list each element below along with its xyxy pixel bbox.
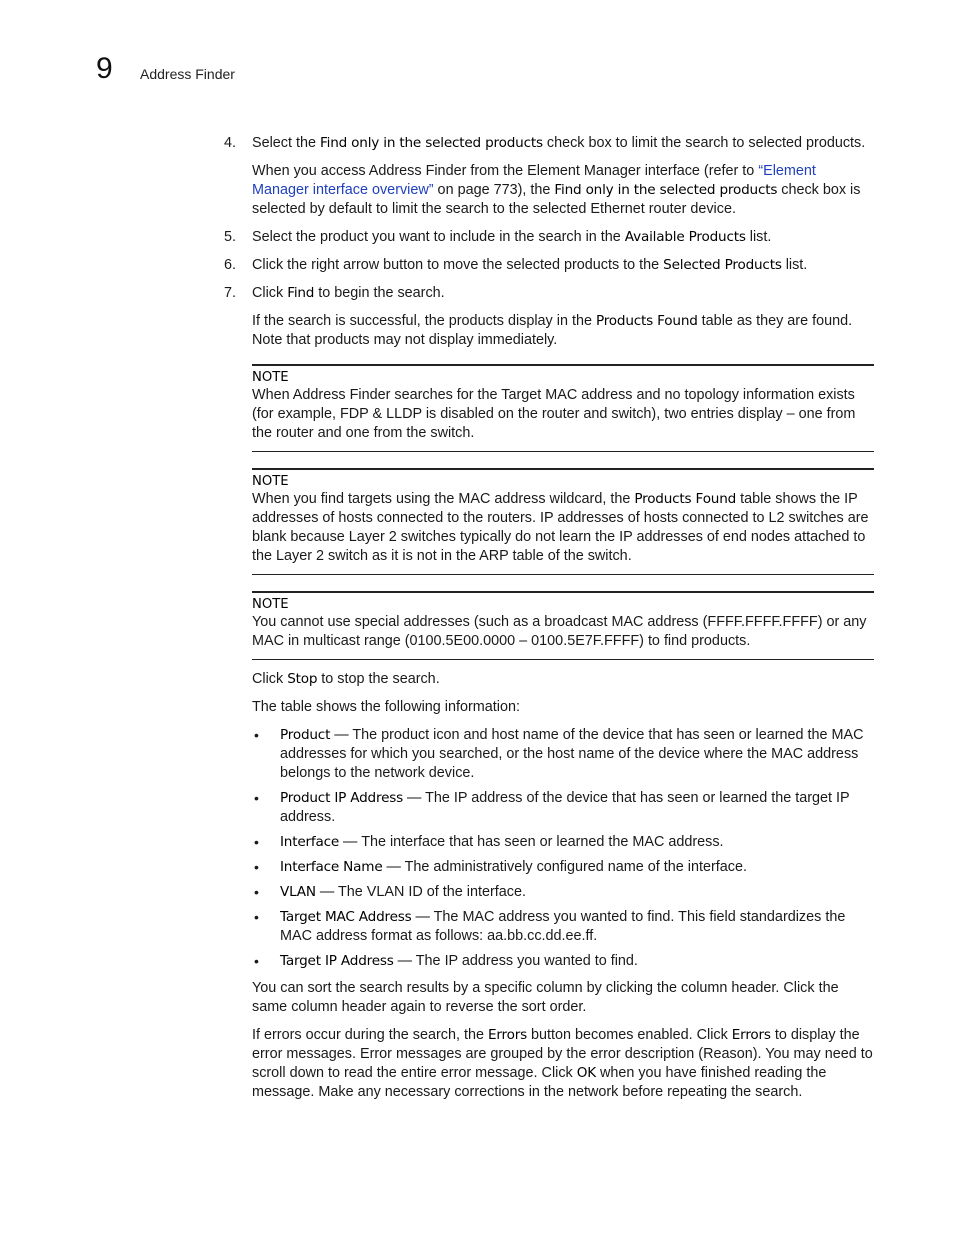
- step-text: list.: [745, 229, 772, 245]
- para-text: table as they are found. Note that products may not display immediately.: [252, 313, 853, 348]
- field-description: — The IP address you wanted to find.: [393, 953, 638, 969]
- note-heading: NOTE: [252, 597, 289, 612]
- step-text: to begin the search.: [314, 285, 445, 301]
- field-description: — The MAC address you wanted to find. This field standardizes the MAC address format as follows: aa.bb.cc.dd.ee.ff.: [280, 909, 846, 944]
- list-item: [252, 858, 874, 877]
- sort-paragraph: You can sort the search results by a specific column by clicking the column header. Click the same column header again to reverse the sort order.: [252, 980, 839, 1015]
- step-7: [224, 284, 874, 303]
- bullet-icon: •: [254, 953, 259, 969]
- list-item: [252, 833, 874, 852]
- field-term: Product: [280, 727, 331, 743]
- note-text: You cannot use special addresses (such as a broadcast MAC address (FFFF.FFFF.FFFF) or any MAC in multicast range (0100.5E00.0000 – 0100.5E7F.FFFF) to find products.: [252, 614, 867, 649]
- errors-paragraph: [252, 1026, 874, 1102]
- note-box: [252, 591, 874, 660]
- ui-term: Find: [287, 285, 315, 301]
- para-text: If errors occur during the search, the: [252, 1027, 488, 1043]
- field-list: [252, 726, 874, 971]
- ui-term: Find only in the selected products: [554, 182, 778, 198]
- step-4: [224, 134, 874, 153]
- field-description: — The administratively configured name of the interface.: [382, 859, 747, 875]
- note-heading: NOTE: [252, 370, 289, 385]
- list-item: [252, 789, 874, 827]
- step-text: Click: [252, 285, 288, 301]
- bullet-icon: •: [254, 790, 259, 806]
- para-text: to stop the search.: [317, 671, 440, 687]
- para-text: when you have finished reading the message. Make any necessary corrections in the network before repeating the search.: [252, 1065, 827, 1100]
- list-item: [252, 883, 874, 902]
- field-term: Target IP Address: [280, 953, 394, 969]
- para-text: button becomes enabled. Click: [527, 1027, 732, 1043]
- stop-paragraph: [252, 670, 874, 689]
- step-5: [224, 228, 874, 247]
- field-description: — The IP address of the device that has seen or learned the target IP address.: [280, 790, 850, 825]
- note-box: [252, 468, 874, 575]
- bullet-icon: •: [254, 859, 259, 875]
- bullet-icon: •: [254, 884, 259, 900]
- field-description: — The VLAN ID of the interface.: [315, 884, 526, 900]
- field-term: VLAN: [280, 884, 316, 900]
- note-text: [252, 490, 874, 566]
- step-number: 4.: [224, 135, 237, 151]
- note-text-part: When you find targets using the MAC address wildcard, the: [252, 491, 635, 507]
- page-content: [224, 134, 874, 1102]
- step-number: 7.: [224, 285, 237, 301]
- para-text: on page 773), the: [433, 182, 555, 198]
- step-number: 5.: [224, 229, 237, 245]
- ui-term: Find only in the selected products: [320, 135, 543, 151]
- ui-term: Stop: [287, 671, 318, 687]
- table-intro: The table shows the following information:: [252, 699, 520, 715]
- cross-reference-link[interactable]: “Element Manager interface overview”: [252, 163, 816, 198]
- ui-term: Errors: [487, 1027, 527, 1043]
- list-item: [252, 726, 874, 783]
- chapter-number: 9: [96, 52, 113, 85]
- note-heading: NOTE: [252, 474, 289, 489]
- list-item: [252, 908, 874, 946]
- field-description: — The interface that has seen or learned the MAC address.: [339, 834, 724, 850]
- list-item: [252, 952, 874, 971]
- step-text: list.: [781, 257, 808, 273]
- step-text: Click the right arrow button to move the selected products to the: [252, 257, 664, 273]
- bullet-icon: •: [254, 834, 259, 850]
- step-4-detail: [252, 162, 874, 219]
- field-term: Interface Name: [280, 859, 383, 875]
- step-text: Select the: [252, 135, 320, 151]
- para-text: to display the error messages. Error messages are grouped by the error description (Reason). You may need to scroll down to read the entire error message. Click: [252, 1027, 873, 1081]
- note-text-part: table shows the IP addresses of hosts connected to the routers. IP addresses of hosts connected to L2 switches are blank because Layer 2 switches typically do not learn the IP addresses of end nodes attached to the Layer 2 switch as it is not in the ARP table of the switch.: [252, 491, 869, 564]
- note-box: [252, 364, 874, 452]
- para-text: check box is selected by default to limit the search to the selected Ethernet router device.: [252, 182, 861, 217]
- para-text: Click: [252, 671, 288, 687]
- bullet-icon: •: [254, 727, 259, 743]
- step-7-detail: [252, 312, 874, 350]
- ui-term: Available Products: [624, 229, 746, 245]
- ui-term: Errors: [731, 1027, 771, 1043]
- ui-term: Products Found: [595, 313, 698, 329]
- ui-term: OK: [576, 1065, 596, 1081]
- para-text: When you access Address Finder from the Element Manager interface (refer to: [252, 163, 759, 179]
- step-6: [224, 256, 874, 275]
- note-text: When Address Finder searches for the Target MAC address and no topology information exists (for example, FDP & LLDP is disabled on the router and switch), two entries display – one from the router and one from the switch.: [252, 387, 856, 441]
- ui-term: Selected Products: [663, 257, 782, 273]
- field-description: — The product icon and host name of the device that has seen or learned the MAC addresses for which you searched, or the host name of the device where the MAC address belongs to the network device.: [280, 727, 864, 781]
- step-text: check box to limit the search to selected products.: [542, 135, 866, 151]
- step-text: Select the product you want to include in the search in the: [252, 229, 625, 245]
- bullet-icon: •: [254, 909, 259, 925]
- field-term: Target MAC Address: [280, 909, 412, 925]
- step-number: 6.: [224, 257, 237, 273]
- field-term: Interface: [280, 834, 340, 850]
- chapter-title: Address Finder: [140, 66, 235, 82]
- ui-term: Products Found: [634, 491, 737, 507]
- field-term: Product IP Address: [280, 790, 403, 806]
- para-text: If the search is successful, the products display in the: [252, 313, 596, 329]
